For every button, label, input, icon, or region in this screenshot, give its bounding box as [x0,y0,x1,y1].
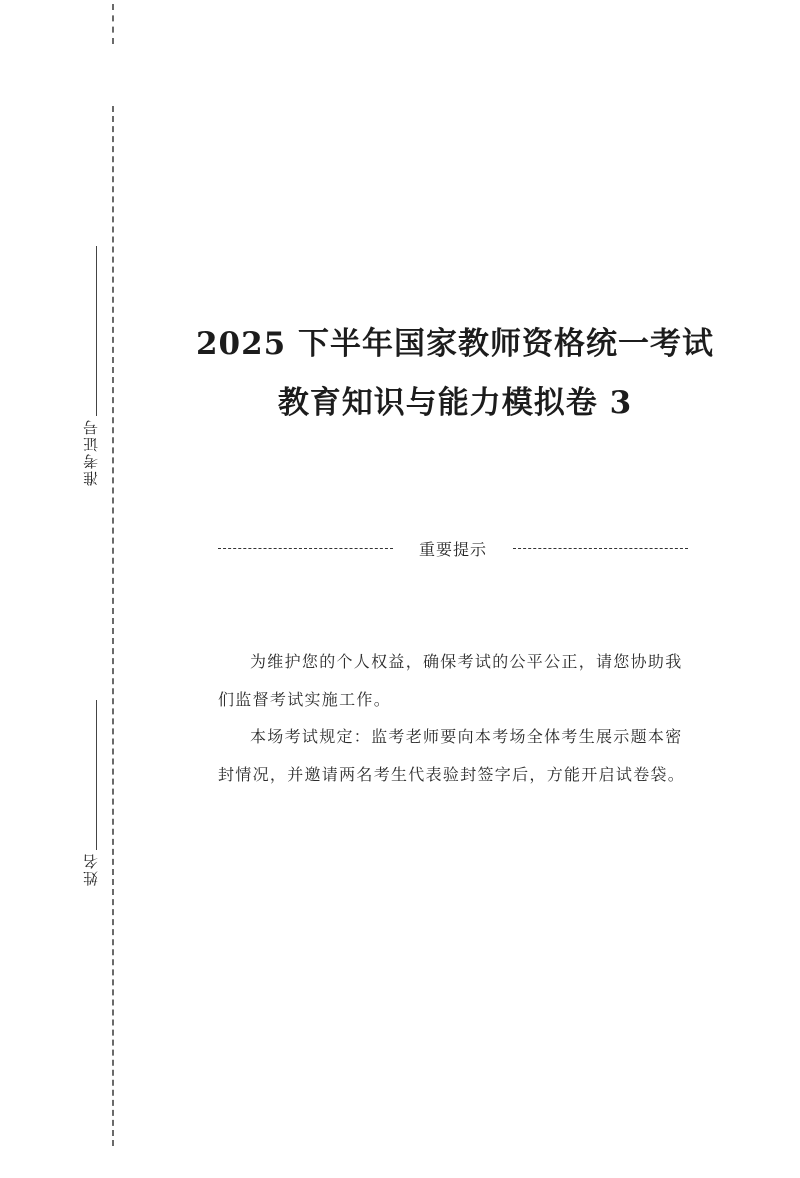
name-field [80,700,100,910]
exam-id-label: 准考证号 [82,418,100,486]
notice-paragraph: 本场考试规定：监考老师要向本考场全体考生展示题本密封情况，并邀请两名考生代表验封签字后，方能开启试卷袋。 [218,727,686,784]
name-label: 姓名 [82,852,100,886]
notice-paragraph: 为维护您的个人权益，确保考试的公平公正，请您协助我们监督考试实施工作。 [218,652,683,709]
name-underline [96,700,97,850]
notice-heading: 重要提示 [418,539,487,559]
binding-dashed-line [112,106,114,1146]
notice-dash-left [218,548,393,549]
binding-dashed-line-top [112,4,114,44]
exam-id-field [80,240,100,490]
notice-dash-right [513,548,688,549]
exam-id-underline [96,246,97,416]
notice-header [218,536,688,560]
notice-body [218,643,690,793]
exam-subtitle: 教育知识与能力模拟卷 3 [277,385,633,421]
exam-title: 2025 下半年国家教师资格统一考试 [195,326,715,362]
